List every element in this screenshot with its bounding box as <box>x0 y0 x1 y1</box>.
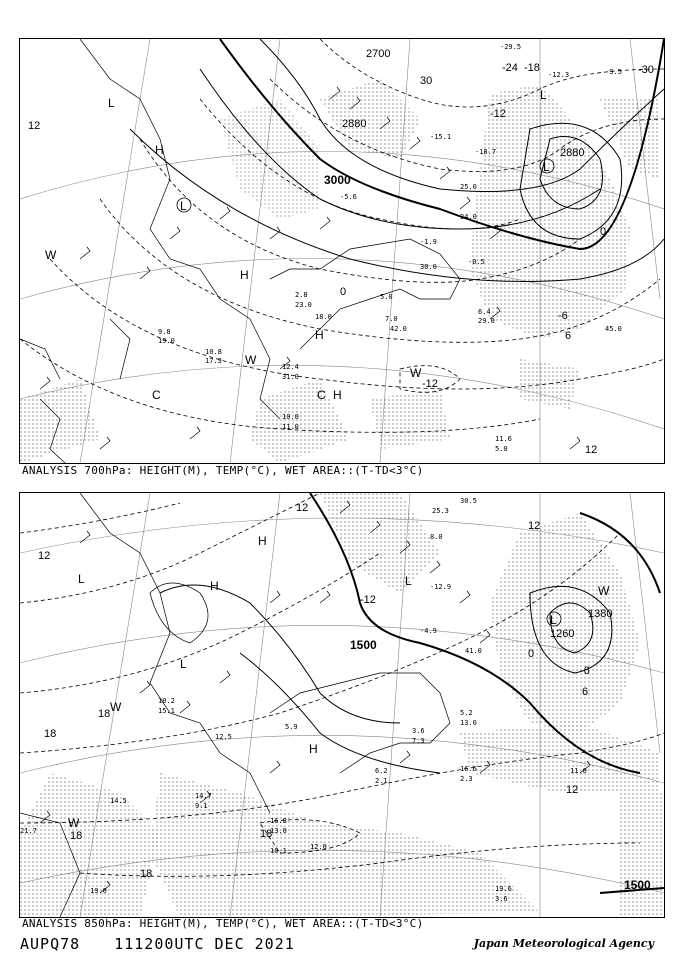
height-label: 1500 <box>350 638 377 652</box>
low-center: L <box>78 572 85 586</box>
high-center: H <box>210 579 219 593</box>
temp-label: 0 <box>340 286 347 298</box>
temp-label: -6 <box>558 310 568 322</box>
footer-info <box>20 935 319 953</box>
low-center: L <box>540 88 547 102</box>
station-value: 16.6 <box>460 765 477 773</box>
station-value: -29.5 <box>500 43 522 51</box>
station-value: 5.9 <box>285 723 298 731</box>
station-value: 12.4 <box>282 363 299 371</box>
station-value: 10.1 <box>270 847 287 855</box>
station-value: 13.0 <box>270 827 287 835</box>
low-center: L <box>543 160 550 174</box>
temp-label: 0 <box>600 226 607 238</box>
low-center: L <box>180 199 187 213</box>
temp-label: 12 <box>28 120 41 132</box>
station-value: 10.8 <box>205 348 222 356</box>
station-value: 6.2 <box>375 767 388 775</box>
high-center: H <box>258 534 267 548</box>
station-value: -4.9 <box>420 627 437 635</box>
temp-label: -18 <box>524 62 540 74</box>
station-value: -1.9 <box>420 238 437 246</box>
station-value: 12.0 <box>310 843 327 851</box>
station-value: 34.0 <box>460 213 477 221</box>
station-value: 42.0 <box>390 325 407 333</box>
product-code: AUPQ78 <box>20 935 81 953</box>
station-value: 18.0 <box>315 313 332 321</box>
height-label: 1500 <box>624 878 651 892</box>
station-value: 41.0 <box>465 647 482 655</box>
temp-label: 12 <box>38 550 51 562</box>
station-value: 13.0 <box>460 719 477 727</box>
station-value: 17.3 <box>205 357 222 365</box>
station-value: 7.0 <box>385 315 398 323</box>
analysis-datetime: 111200UTC DEC 2021 <box>114 935 295 953</box>
high-center: H <box>333 388 342 402</box>
map-850hpa <box>19 492 665 918</box>
station-value: 11.6 <box>495 435 512 443</box>
station-value: 23.0 <box>295 301 312 309</box>
station-value: 9.8 <box>158 328 171 336</box>
temp-label: -12 <box>422 378 438 390</box>
high-center: H <box>240 268 249 282</box>
cold-center: C <box>152 388 161 402</box>
temp-label: 12 <box>566 784 579 796</box>
station-value: 19.0 <box>158 337 175 345</box>
station-value: 45.0 <box>605 325 622 333</box>
station-value: 11.0 <box>570 767 587 775</box>
temp-label: 18 <box>260 828 273 840</box>
station-value: -12.3 <box>548 71 570 79</box>
low-center: L <box>180 657 187 671</box>
map-700hpa <box>19 38 665 464</box>
caption-850hpa: ANALYSIS 850hPa: HEIGHT(M), TEMP(°C), WET AREA::(T-TD<3°C) <box>22 917 424 930</box>
station-value: 19.6 <box>495 885 512 893</box>
temp-label: -12 <box>360 594 376 606</box>
station-value: 15.1 <box>158 707 175 715</box>
caption-700hpa: ANALYSIS 700hPa: HEIGHT(M), TEMP(°C), WET AREA::(T-TD<3°C) <box>22 464 424 477</box>
temp-label: 12 <box>528 520 541 532</box>
station-value: -15.1 <box>430 133 452 141</box>
station-value: 25.3 <box>432 507 449 515</box>
temp-label: -6 <box>580 665 590 677</box>
temp-label: -24 <box>502 62 518 74</box>
low-center: L <box>405 574 412 588</box>
agency-name: Japan Meteorological Agency <box>473 937 654 950</box>
temp-label: 6 <box>582 686 589 698</box>
temp-label: 6 <box>565 330 572 342</box>
temp-label: 18 <box>44 728 57 740</box>
temp-label: 0 <box>528 648 535 660</box>
station-value: 12.5 <box>215 733 232 741</box>
temp-label: 18 <box>70 830 83 842</box>
high-center: H <box>155 143 164 157</box>
station-value: 29.0 <box>478 317 495 325</box>
low-center: L <box>550 613 557 627</box>
station-value: 25.0 <box>460 183 477 191</box>
station-value: 21.7 <box>20 827 37 835</box>
temp-label: 18 <box>98 708 111 720</box>
temp-label: 30 <box>420 75 433 87</box>
station-value: 6.4 <box>478 308 491 316</box>
station-value: 9.1 <box>195 802 208 810</box>
station-value: 16.8 <box>270 817 287 825</box>
station-value: 30.0 <box>420 263 437 271</box>
station-value: 10.0 <box>282 413 299 421</box>
cold-center: C <box>317 388 326 402</box>
station-value: 7.3 <box>412 737 425 745</box>
station-value: 2.8 <box>295 291 308 299</box>
warm-center: W <box>410 366 422 380</box>
station-value: 30.5 <box>460 497 477 505</box>
warm-center: W <box>598 584 610 598</box>
temp-label: -12 <box>490 108 506 120</box>
high-center: H <box>315 328 324 342</box>
temp-label: 12 <box>585 444 598 456</box>
height-label: 2880 <box>342 118 367 130</box>
station-value: 11.0 <box>282 423 299 431</box>
station-value: -12.9 <box>430 583 452 591</box>
station-value: 14.7 <box>195 792 212 800</box>
height-label: 2880 <box>560 147 585 159</box>
station-value: 2.1 <box>375 777 388 785</box>
warm-center: W <box>45 248 57 262</box>
height-label: 3000 <box>324 173 351 187</box>
station-value: -5.6 <box>340 193 357 201</box>
station-value: 3.6 <box>495 895 508 903</box>
map-700hpa-canvas <box>20 39 664 463</box>
warm-center: W <box>245 353 257 367</box>
station-value: 5.0 <box>380 293 393 301</box>
station-value: 19.0 <box>90 887 107 895</box>
temp-label: -30 <box>638 64 654 76</box>
low-center: L <box>108 96 115 110</box>
warm-center: W <box>110 700 122 714</box>
map-850hpa-canvas <box>20 493 664 917</box>
station-value: 10.2 <box>158 697 175 705</box>
station-value: -0.5 <box>468 258 485 266</box>
height-label: 1380 <box>588 608 613 620</box>
station-value: -18.7 <box>475 148 497 156</box>
warm-center: W <box>68 816 80 830</box>
station-value: 5.2 <box>460 709 473 717</box>
station-value: 2.3 <box>460 775 473 783</box>
station-value: 8.0 <box>430 533 443 541</box>
height-label: 2700 <box>366 48 391 60</box>
station-value: -9.5 <box>605 68 622 76</box>
station-value: 5.0 <box>495 445 508 453</box>
station-value: 14.5 <box>110 797 127 805</box>
station-value: 31.0 <box>282 373 299 381</box>
station-value: 3.6 <box>412 727 425 735</box>
height-label: 1260 <box>550 628 575 640</box>
temp-label: 18 <box>140 868 153 880</box>
temp-label: 12 <box>296 502 309 514</box>
high-center: H <box>309 742 318 756</box>
